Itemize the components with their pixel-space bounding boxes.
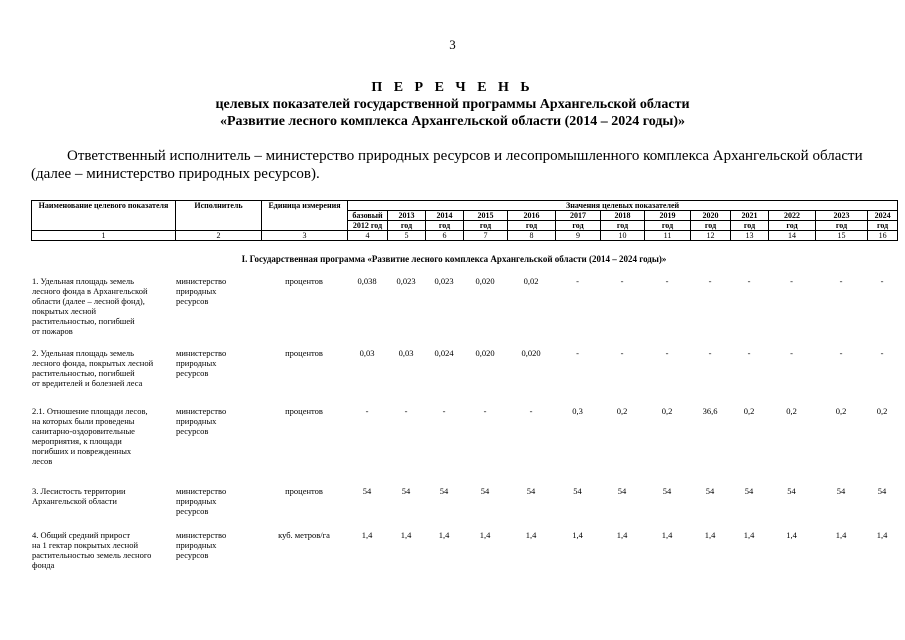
column-number: 14 — [769, 231, 816, 241]
indicator-value: 0,023 — [396, 276, 416, 286]
indicator-value: 0,038 — [357, 276, 377, 286]
responsible-executor-paragraph: Ответственный исполнитель – министерство природных ресурсов и лесопромышленного комплекса Архангельской области (далее – министерство природных ресурсов). — [31, 148, 863, 182]
indicator-unit: процентов — [285, 276, 323, 286]
indicator-value: 54 — [877, 486, 887, 496]
indicator-value: 54 — [573, 486, 582, 496]
indicator-value: 54 — [744, 486, 754, 496]
column-number: 10 — [601, 231, 645, 241]
indicator-value: 54 — [439, 486, 449, 496]
header-year-suffix-12: год — [868, 221, 898, 231]
column-number: 11 — [645, 231, 691, 241]
indicator-value: 54 — [836, 486, 846, 496]
indicator-value: 0,03 — [398, 348, 414, 358]
indicator-value: - — [576, 348, 579, 358]
indicator-value: 1,4 — [661, 530, 673, 540]
indicator-value: - — [747, 348, 751, 358]
header-year-suffix-4: год — [508, 221, 556, 231]
indicator-value: 0,2 — [876, 406, 888, 416]
header-year-11: 2023 — [816, 211, 868, 221]
indicator-value: - — [839, 348, 843, 358]
indicator-value: 0,023 — [434, 276, 454, 286]
indicator-unit: процентов — [285, 348, 323, 358]
header-year-suffix-6: год — [601, 221, 645, 231]
indicator-value: 1,4 — [704, 530, 716, 540]
indicator-executor: министерство природных ресурсов — [176, 348, 227, 378]
indicator-value: 0,020 — [475, 348, 495, 358]
column-number: 16 — [868, 231, 898, 241]
indicator-value: 54 — [526, 486, 536, 496]
header-year-4: 2016 — [508, 211, 556, 221]
indicator-value: 54 — [401, 486, 411, 496]
column-number: 1 — [32, 231, 176, 241]
indicator-value: - — [839, 276, 843, 286]
header-year-suffix-8: год — [691, 221, 731, 231]
section-title: I. Государственная программа «Развитие лесного комплекса Архангельской области (2014 – 2024 годы)» — [241, 254, 667, 264]
indicator-value: - — [665, 348, 669, 358]
header-row-1 — [32, 201, 898, 211]
indicator-value: 54 — [787, 486, 796, 496]
indicator-value: 0,02 — [523, 276, 539, 286]
header-year-suffix-2: год — [426, 221, 464, 231]
indicator-name: 2. Удельная площадь земель лесного фонда, покрытых лесной растительностью, погибшей от вредителей и болезней леса — [32, 348, 154, 388]
indicator-unit: процентов — [285, 486, 323, 496]
header-values-group: Значения целевых показателей — [348, 201, 898, 211]
column-number: 9 — [556, 231, 601, 241]
column-number: 3 — [262, 231, 348, 241]
header-year-0: базовый — [348, 211, 388, 221]
indicator-value: - — [708, 276, 712, 286]
header-year-suffix-0: 2012 год — [348, 221, 388, 231]
indicator-value: 0,2 — [616, 406, 628, 416]
indicator-value: 54 — [480, 486, 490, 496]
indicator-executor: министерство природных ресурсов — [176, 406, 227, 436]
indicator-value: - — [880, 276, 884, 286]
header-year-7: 2019 — [645, 211, 691, 221]
indicator-value: - — [404, 406, 408, 416]
indicator-value: 1,4 — [525, 530, 537, 540]
header-year-3: 2015 — [464, 211, 508, 221]
table-row — [31, 406, 897, 486]
header-year-suffix-9: год — [731, 221, 769, 231]
indicator-executor: министерство природных ресурсов — [176, 276, 227, 306]
indicator-value: 54 — [362, 486, 372, 496]
page-number: 3 — [449, 37, 456, 52]
header-year-suffix-3: год — [464, 221, 508, 231]
column-number: 6 — [426, 231, 464, 241]
indicator-value: 0,03 — [359, 348, 375, 358]
indicator-value: - — [880, 348, 884, 358]
indicator-value: 1,4 — [572, 530, 583, 540]
header-year-6: 2018 — [601, 211, 645, 221]
column-number: 13 — [731, 231, 769, 241]
indicator-value: 54 — [705, 486, 715, 496]
indicator-value: 0,2 — [661, 406, 673, 416]
indicator-name: 3. Лесистость территории Архангельской области — [32, 486, 126, 506]
header-year-2: 2014 — [426, 211, 464, 221]
indicator-value: 1,4 — [400, 530, 412, 540]
table-row — [31, 276, 897, 348]
indicator-value: - — [365, 406, 369, 416]
header-year-8: 2020 — [691, 211, 731, 221]
title-line-1: П Е Р Е Ч Е Н Ь — [371, 80, 534, 95]
indicator-value: 1,4 — [438, 530, 450, 540]
indicator-value: - — [620, 276, 624, 286]
indicator-value: 1,4 — [876, 530, 888, 540]
document-title — [0, 79, 905, 130]
table-row — [31, 486, 897, 530]
indicator-unit: куб. метров/га — [278, 530, 330, 540]
indicator-value: - — [576, 276, 579, 286]
indicator-value: - — [483, 406, 487, 416]
indicator-name: 2.1. Отношение площади лесов, на которых были проведены санитарно-оздоровительные мероприятия, к площади погибших и поврежденных лесов — [32, 406, 148, 466]
indicator-value: 0,2 — [743, 406, 755, 416]
indicator-value: 0,024 — [434, 348, 454, 358]
header-year-suffix-7: год — [645, 221, 691, 231]
column-number: 12 — [691, 231, 731, 241]
title-line-3: «Развитие лесного комплекса Архангельской области (2014 – 2024 годы)» — [219, 114, 686, 129]
column-number: 8 — [508, 231, 556, 241]
header-year-1: 2013 — [388, 211, 426, 221]
table-row — [31, 348, 897, 406]
header-year-10: 2022 — [769, 211, 816, 221]
indicator-value: - — [665, 276, 669, 286]
indicator-value: - — [442, 406, 446, 416]
indicator-value: 1,4 — [835, 530, 847, 540]
indicator-value: 1,4 — [361, 530, 373, 540]
column-number: 15 — [816, 231, 868, 241]
header-year-9: 2021 — [731, 211, 769, 221]
indicator-value: - — [790, 276, 793, 286]
indicator-value: 1,4 — [786, 530, 797, 540]
header-name: Наименование целевого показателя — [32, 201, 176, 231]
column-number: 7 — [464, 231, 508, 241]
indicator-value: - — [529, 406, 533, 416]
header-year-12: 2024 — [868, 211, 898, 221]
indicator-value: 36,6 — [702, 406, 718, 416]
indicator-value: 0,020 — [475, 276, 495, 286]
indicator-value: 54 — [662, 486, 672, 496]
indicator-value: 54 — [617, 486, 627, 496]
indicator-executor: министерство природных ресурсов — [176, 486, 227, 516]
indicator-executor: министерство природных ресурсов — [176, 530, 227, 560]
indicator-value: 0,020 — [521, 348, 541, 358]
indicator-value: 1,4 — [616, 530, 628, 540]
header-year-suffix-5: год — [556, 221, 601, 231]
column-number: 2 — [176, 231, 262, 241]
indicator-name: 1. Удельная площадь земель лесного фонда в Архангельской области (далее – лесной фонд), покрытых лесной растительностью, погибшей от пожаров — [32, 276, 148, 336]
header-year-suffix-10: год — [769, 221, 816, 231]
header-unit: Единица измерения — [262, 201, 348, 231]
indicator-unit: процентов — [285, 406, 323, 416]
header-year-5: 2017 — [556, 211, 601, 221]
header-year-suffix-1: год — [388, 221, 426, 231]
header-year-suffix-11: год — [816, 221, 868, 231]
indicator-value: 1,4 — [479, 530, 491, 540]
indicator-value: 0,2 — [786, 406, 797, 416]
column-number: 4 — [348, 231, 388, 241]
table-row — [31, 530, 897, 576]
title-line-2: целевых показателей государственной программы Архангельской области — [215, 97, 690, 112]
indicator-value: 0,3 — [572, 406, 583, 416]
indicator-value: - — [790, 348, 793, 358]
column-number: 5 — [388, 231, 426, 241]
indicator-value: - — [708, 348, 712, 358]
indicator-value: 0,2 — [835, 406, 847, 416]
indicator-value: - — [747, 276, 751, 286]
indicator-value: - — [620, 348, 624, 358]
indicators-table-header — [31, 200, 898, 241]
header-executor: Исполнитель — [176, 201, 262, 231]
indicators-table-body — [31, 276, 897, 576]
indicator-name: 4. Общий средний прирост на 1 гектар покрытых лесной растительностью земель лесного фонда — [32, 530, 152, 570]
indicator-value: 1,4 — [743, 530, 755, 540]
column-number-row — [32, 231, 898, 241]
